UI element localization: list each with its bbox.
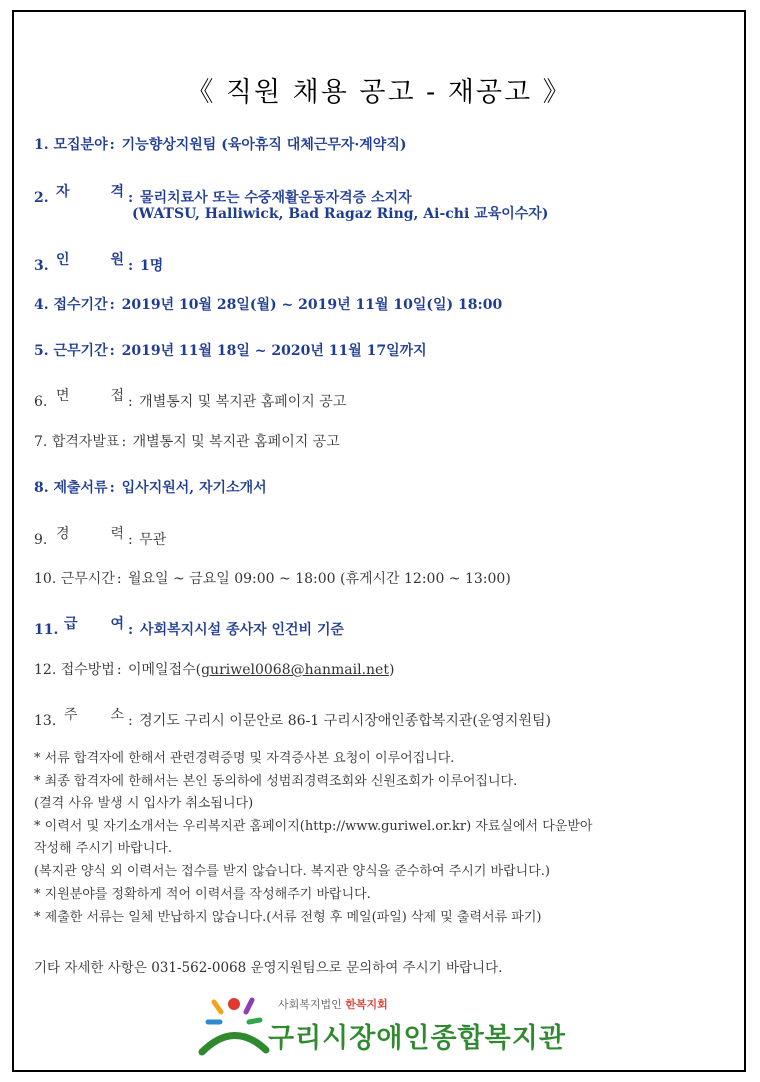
- item-number: 3.: [34, 258, 49, 274]
- item-number: 5.: [34, 343, 49, 359]
- item-experience: 9. 경 력 : 무관: [34, 526, 167, 548]
- organization-logo: [194, 992, 574, 1058]
- item-headcount: 3. 인 원 : 1명: [34, 252, 164, 274]
- item-number: 4.: [34, 297, 49, 313]
- item-label-b: 력: [110, 526, 124, 542]
- note-line: * 제출한 서류는 일체 반납하지 않습니다.(서류 전형 후 메일(파일) 삭제 및 출력서류 파기): [34, 910, 542, 925]
- item-value: 기능향상지원팀 (육아휴직 대체근무자·계약직): [121, 137, 407, 153]
- item-interview: 6. 면 접 : 개별통지 및 복지관 홈페이지 공고: [34, 388, 347, 410]
- item-value: 입사지원서, 자기소개서: [121, 480, 267, 496]
- item-number: 6.: [34, 394, 48, 410]
- item-label: 접수기간: [53, 297, 108, 313]
- item-work-hours: 10. 근무시간 : 월요일 ~ 금요일 09:00 ~ 18:00 (휴게시간 12:00 ~ 13:00): [34, 571, 511, 587]
- item-number: 11.: [34, 622, 59, 638]
- page-title: 《 직원 채용 공고 - 재공고 》: [186, 77, 572, 108]
- item-qualification: 2. 자 격 : 물리치료사 또는 수중재활운동자격증 소지자: [34, 184, 412, 206]
- item-label-a: 주: [64, 707, 78, 723]
- item-label: 근무기간: [53, 343, 108, 359]
- item-value: 사회복지시설 종사자 인건비 기준: [140, 622, 345, 638]
- item-label: 제출서류: [53, 480, 108, 496]
- note-line: * 서류 합격자에 한해서 관련경력증명 및 자격증사본 요청이 이루어집니다.: [34, 751, 455, 766]
- note-line: * 지원분야를 정확하게 적어 이력서를 작성해주기 바랍니다.: [34, 887, 371, 902]
- item-label: 모집분야: [53, 137, 108, 153]
- note-line: * 이력서 및 자기소개서는 우리복지관 홈페이지(http://www.guriwel.or.kr) 자료실에서 다운받아: [34, 819, 593, 834]
- item-label: 합격자발표: [51, 434, 120, 450]
- item-label-b: 소: [110, 707, 124, 723]
- note-line: * 최종 합격자에 한해서는 본인 동의하에 성범죄경력조회와 신원조회가 이루어집니다.: [34, 774, 518, 789]
- item-value: 무관: [139, 532, 167, 548]
- item-number: 10.: [34, 571, 57, 587]
- contact-footer: 기타 자세한 사항은 031-562-0068 운영지원팀으로 문의하여 주시기 바랍니다.: [34, 960, 503, 976]
- logo-name: 구리시장애인종합복지관: [268, 1023, 566, 1054]
- item-number: 7.: [34, 434, 48, 450]
- item-number: 12.: [34, 662, 57, 678]
- item-result-announcement: 7. 합격자발표 : 개별통지 및 복지관 홈페이지 공고: [34, 434, 340, 450]
- item-application-method: 12. 접수방법 : 이메일접수(guriwel0068@hanmail.net): [34, 662, 395, 678]
- note-line: 작성해 주시기 바랍니다.: [34, 841, 172, 856]
- recruitment-notice: [12, 10, 746, 1072]
- item-value: 월요일 ~ 금요일 09:00 ~ 18:00 (휴게시간 12:00 ~ 13:00): [128, 571, 511, 587]
- item-application-period: 4. 접수기간 : 2019년 10월 28일(월) ~ 2019년 11월 10일(일) 18:00: [34, 297, 503, 313]
- item-label-b: 원: [110, 252, 124, 268]
- logo-figure-icon: [194, 992, 274, 1058]
- item-number: 2.: [34, 190, 49, 206]
- item-number: 9.: [34, 532, 48, 548]
- item-qualification-cont: (WATSU, Halliwick, Bad Ragaz Ring, Ai-chi 교육이수자): [132, 206, 549, 222]
- item-label-a: 급: [64, 616, 78, 632]
- note-line: (복지관 양식 외 이력서는 접수를 받지 않습니다. 복지관 양식을 준수하여 주시기 바랍니다.): [34, 864, 550, 879]
- item-value: 1명: [140, 258, 164, 274]
- item-value: 이메일접수(: [128, 662, 202, 678]
- item-value: 개별통지 및 복지관 홈페이지 공고: [139, 394, 347, 410]
- logo-sub-brand: 한복지회: [345, 998, 388, 1011]
- item-salary: 11. 급 여 : 사회복지시설 종사자 인건비 기준: [34, 616, 345, 638]
- email-link[interactable]: guriwel0068@hanmail.net: [201, 662, 389, 678]
- item-label-b: 접: [110, 388, 124, 404]
- note-line: (결격 사유 발생 시 입사가 취소됩니다): [34, 796, 254, 811]
- item-work-period: 5. 근무기간 : 2019년 11월 18일 ~ 2020년 11월 17일까지: [34, 343, 427, 359]
- item-value: 개별통지 및 복지관 홈페이지 공고: [132, 434, 340, 450]
- item-number: 1.: [34, 137, 49, 153]
- item-value: 물리치료사 또는 수중재활운동자격증 소지자: [140, 190, 412, 206]
- item-value-end: ): [388, 662, 395, 678]
- logo-subtitle: [278, 996, 388, 1012]
- item-value: 경기도 구리시 이문안로 86-1 구리시장애인종합복지관(운영지원팀): [139, 713, 551, 729]
- item-number: 8.: [34, 480, 49, 496]
- item-value: 2019년 10월 28일(월) ~ 2019년 11월 10일(일) 18:00: [121, 297, 503, 313]
- item-label-a: 경: [56, 526, 70, 542]
- item-label-a: 자: [56, 184, 70, 200]
- item-label-a: 면: [56, 388, 70, 404]
- item-label-a: 인: [56, 252, 70, 268]
- item-documents: 8. 제출서류 : 입사지원서, 자기소개서: [34, 480, 267, 496]
- item-label-b: 격: [110, 184, 124, 200]
- item-value: 2019년 11월 18일 ~ 2020년 11월 17일까지: [121, 343, 427, 359]
- item-recruit-field: 1. 모집분야 : 기능향상지원팀 (육아휴직 대체근무자·계약직): [34, 137, 407, 153]
- item-address: 13. 주 소 : 경기도 구리시 이문안로 86-1 구리시장애인종합복지관(운영지원팀): [34, 707, 551, 729]
- item-label: 접수방법: [60, 662, 115, 678]
- item-number: 13.: [34, 713, 57, 729]
- item-label-b: 여: [110, 616, 124, 632]
- item-label: 근무시간: [60, 571, 115, 587]
- logo-sub-prefix: 사회복지법인: [278, 998, 342, 1011]
